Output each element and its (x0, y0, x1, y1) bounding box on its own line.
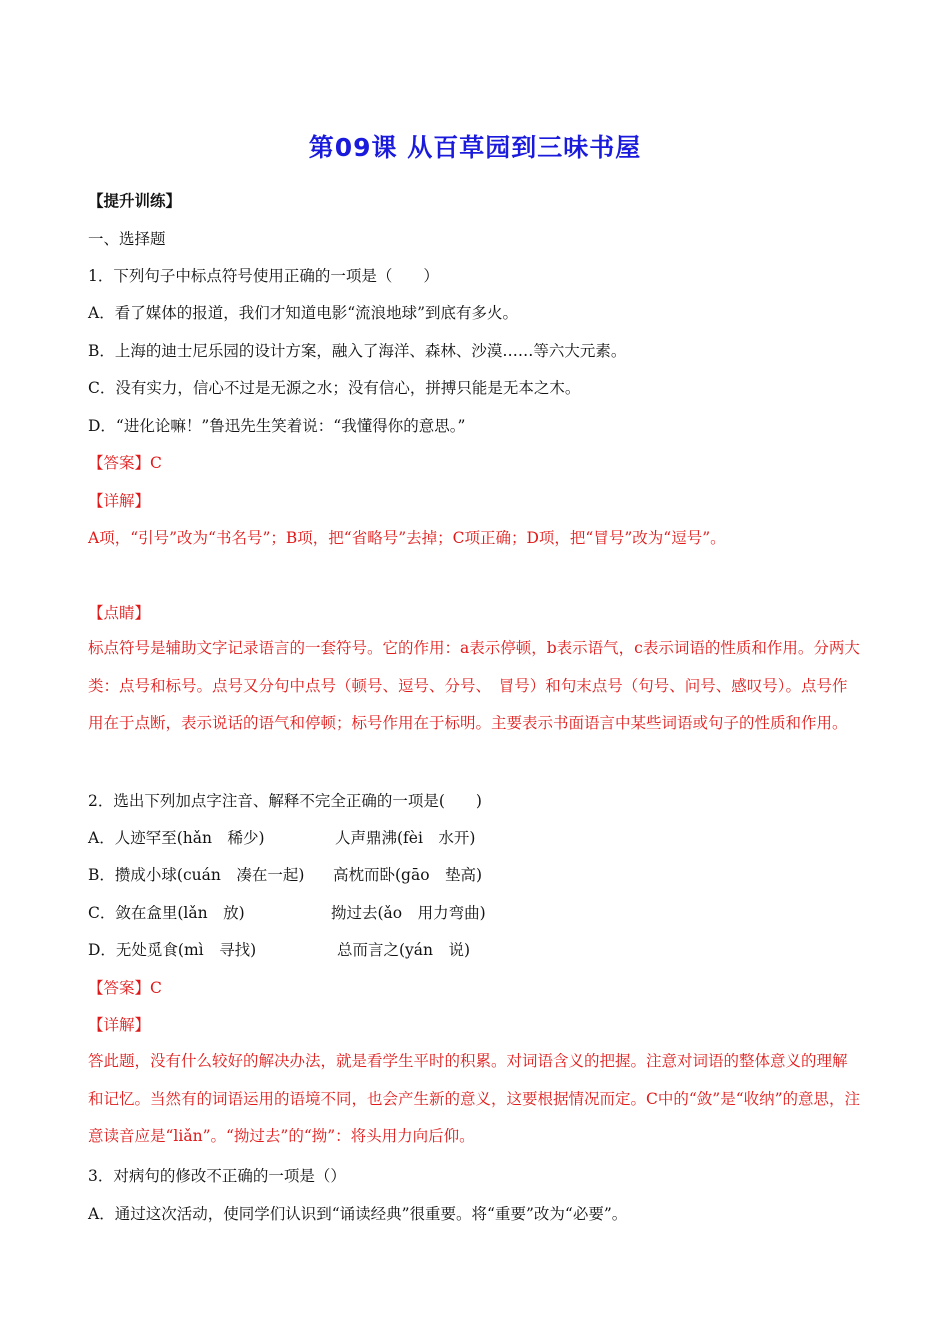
q1-option-c: C．没有实力，信心不过是无源之水；没有信心，拼搏只能是无本之木。 (88, 379, 581, 397)
answer-value: C (150, 979, 162, 997)
page-title: 第09课 从百草园到三味书屋 (308, 133, 642, 162)
q2-option-d-left: D．无处觅食(mì 寻找) (88, 941, 257, 959)
part-heading: 一、选择题 (88, 230, 166, 248)
q1-option-d: D．“进化论嘛！”鲁迅先生笑着说：“我懂得你的意思。” (88, 417, 466, 435)
q1-detail-text: A项，“引号”改为“书名号”；B项，把“省略号”去掉；C项正确；D项，把“冒号”改为“逗号”。 (88, 529, 726, 547)
q2-option-b-right: 高枕而卧(gāo 垫高) (333, 866, 483, 884)
q1-option-b: B．上海的迪士尼乐园的设计方案，融入了海洋、森林、沙漠……等六大元素。 (88, 342, 627, 360)
q2-option-b-left: B．攒成小球(cuán 凑在一起) (88, 866, 305, 884)
q1-tip-text: 标点符号是辅助文字记录语言的一套符号。它的作用：a表示停顿，b表示语气，c表示词语的性质和作用。分两大类：点号和标号。点号又分句中点号（顿号、逗号、分号、 冒号）和句末点号（句号、问号、感叹号）。点号作用在于点断，表示说话的语气和停顿；标号作用在于标明。主要表示书面语言中某些词语或句子的性质和作用。 (88, 639, 860, 732)
answer-value: C (150, 454, 162, 472)
q2-option-a-right: 人声鼎沸(fèi 水开) (335, 829, 476, 847)
answer-label: 【答案】 (88, 454, 151, 472)
q1-tip-label: 【点睛】 (88, 604, 151, 622)
q2-option-d-right: 总而言之(yán 说) (337, 941, 471, 959)
q1-option-a: A．看了媒体的报道，我们才知道电影“流浪地球”到底有多火。 (88, 304, 519, 322)
q3-stem: 3．对病句的修改不正确的一项是（） (88, 1167, 346, 1185)
q1-detail-label: 【详解】 (88, 492, 151, 510)
answer-label: 【答案】 (88, 979, 151, 997)
q2-answer (88, 977, 162, 999)
q2-option-a-left: A．人迹罕至(hǎn 稀少) (88, 829, 265, 847)
q1-answer (88, 452, 162, 474)
q2-detail-text: 答此题，没有什么较好的解决办法，就是看学生平时的积累。对词语含义的把握。注意对词语的整体意义的理解和记忆。当然有的词语运用的语境不同，也会产生新的意义，这要根据情况而定。C中的“敛”是“收纳”的意思，注意读音应是“liǎn”。“拗过去”的“拗”：将头用力向后仰。 (88, 1052, 861, 1145)
q2-detail-label: 【详解】 (88, 1016, 151, 1034)
q3-option-a: A．通过这次活动，使同学们认识到“诵读经典”很重要。将“重要”改为“必要”。 (88, 1205, 628, 1223)
q2-option-c-right: 拗过去(ǎo 用力弯曲) (331, 904, 486, 922)
q2-stem: 2．选出下列加点字注音、解释不完全正确的一项是( ) (88, 792, 482, 810)
q1-stem: 1．下列句子中标点符号使用正确的一项是（ ） (88, 267, 439, 285)
section-label: 【提升训练】 (88, 191, 182, 210)
q2-option-c-left: C．敛在盒里(lǎn 放) (88, 904, 245, 922)
